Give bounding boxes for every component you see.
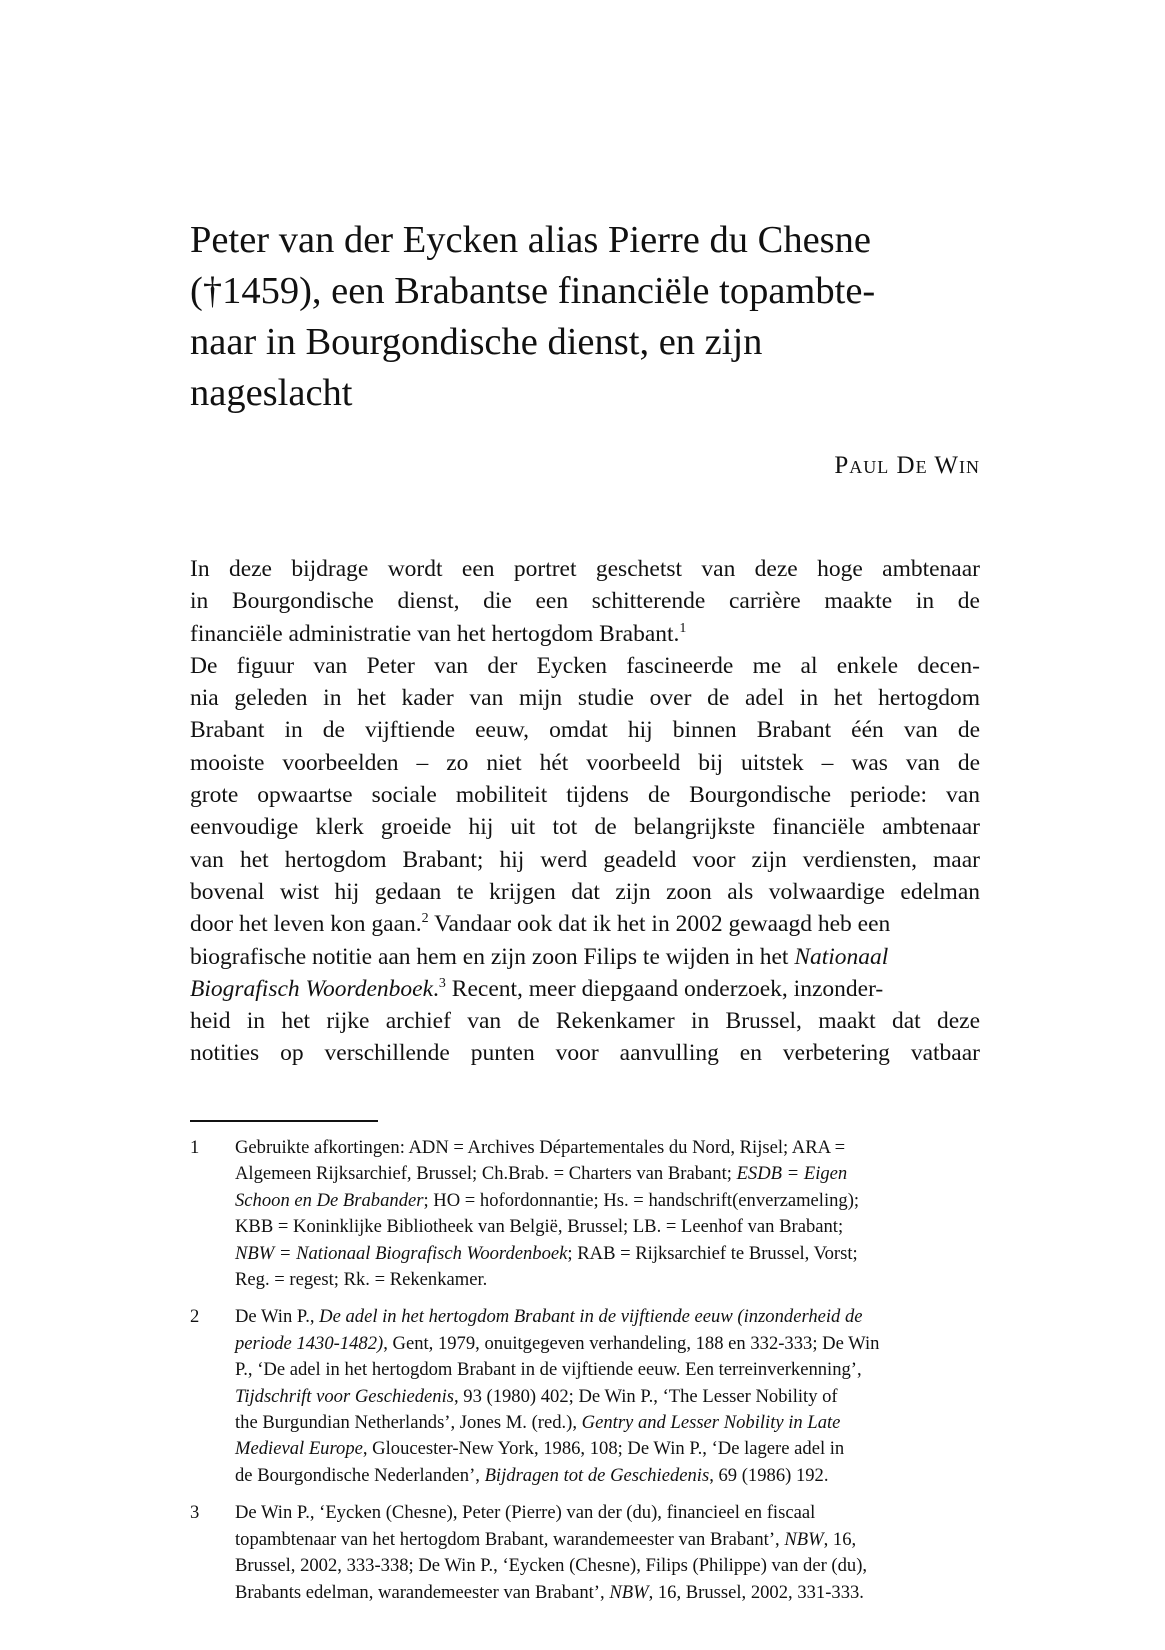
body-text-span: door het leven kon gaan.	[190, 911, 422, 938]
footnote-ref[interactable]: 1	[679, 620, 687, 636]
title-line: (†1459), een Brabantse financiële topambte-	[190, 270, 876, 312]
footnote-line	[235, 1580, 980, 1606]
body-line	[190, 908, 980, 940]
article-title	[190, 215, 970, 419]
footnote-text-span: ; RAB = Rijksarchief te Brussel, Vorst;	[567, 1242, 858, 1264]
footnote-text-span: de Bourgondische Nederlanden’,	[235, 1464, 485, 1486]
author-name: Paul De Win	[834, 452, 980, 479]
footnote-line	[235, 1161, 980, 1187]
body-line: eenvoudige klerk groeide hij uit tot de belangrijkste financiële ambtenaar	[190, 814, 980, 841]
body-italic-span: Nationaal	[794, 943, 889, 970]
footnote-line	[235, 1463, 980, 1489]
footnote-2	[190, 1304, 980, 1489]
footnote-text-span: , 16,	[823, 1528, 857, 1550]
footnote-italic-span: Tijdschrift voor Geschiedenis	[235, 1385, 454, 1407]
body-line	[190, 941, 980, 973]
body-text-span: .	[433, 975, 439, 1002]
title-line: naar in Bourgondische dienst, en zijn	[190, 321, 763, 363]
body-line: in Bourgondische dienst, die een schitterende carrière maakte in de	[190, 588, 980, 615]
footnote-text-span: De Win P.,	[235, 1306, 320, 1328]
footnote-line: Brussel, 2002, 333-338; De Win P., ‘Eycken (Chesne), Filips (Philippe) van der (du),	[235, 1555, 868, 1577]
body-text-span: financiële administratie van het hertogdom Brabant.	[190, 620, 680, 647]
footnote-italic-span: Gentry and Lesser Nobility in Late	[581, 1412, 841, 1434]
footnote-text-span: topambtenaar van het hertogdom Brabant, warandemeester van Brabant’,	[235, 1528, 785, 1550]
footnote-line: P., ‘De adel in het hertogdom Brabant in de vijftiende eeuw. Een terreinverkenning’,	[235, 1359, 862, 1381]
footnote-1	[190, 1135, 980, 1293]
footnote-number: 2	[190, 1306, 200, 1328]
footnote-number: 1	[190, 1137, 200, 1158]
body-text	[190, 553, 980, 1070]
footnote-ref[interactable]: 2	[421, 911, 429, 927]
body-italic-span: Biografisch Woordenboek	[190, 975, 434, 1002]
footnote-italic-span: Bijdragen tot de Geschiedenis	[484, 1464, 710, 1486]
footnote-text-span: , 16, Brussel, 2002, 331-333.	[648, 1581, 864, 1603]
footnote-line: KBB = Koninklijke Bibliotheek van België, Brussel; LB. = Leenhof van Brabant;	[235, 1216, 844, 1238]
footnote-line	[235, 1331, 980, 1357]
footnote-line	[235, 1436, 980, 1462]
body-line: van het hertogdom Brabant; hij werd geadeld voor zijn verdiensten, maar	[190, 846, 980, 873]
body-text-span: Recent, meer diepgaand onderzoek, inzonder-	[445, 975, 884, 1002]
footnote-text-span: , Gloucester-New York, 1986, 108; De Win P., ‘De lagere adel in	[362, 1438, 845, 1460]
footnote-text-span: , Gent, 1979, onuitgegeven verhandeling, 188 en 332-333; De Win	[383, 1332, 880, 1354]
footnotes	[190, 1135, 980, 1617]
footnote-italic-span: Schoon en De Brabander	[235, 1189, 424, 1211]
footnote-line: De Win P., ‘Eycken (Chesne), Peter (Pierre) van der (du), financieel en fiscaal	[235, 1502, 816, 1524]
footnote-number: 3	[190, 1502, 200, 1524]
body-line	[190, 973, 980, 1005]
body-line: Brabant in de vijftiende eeuw, omdat hij binnen Brabant één van de	[190, 717, 980, 744]
footnote-italic-span: NBW	[784, 1528, 824, 1550]
body-line: nia geleden in het kader van mijn studie over de adel in het hertogdom	[190, 685, 980, 712]
body-line: notities op verschillende punten voor aanvulling en verbetering vatbaar	[190, 1040, 980, 1067]
body-line	[190, 618, 980, 650]
footnote-line	[235, 1410, 980, 1436]
body-text-span: biografische notitie aan hem en zijn zoon Filips te wijden in het	[190, 943, 795, 970]
footnote-text-span: Algemeen Rijksarchief, Brussel; Ch.Brab. = Charters van Brabant;	[235, 1163, 737, 1185]
footnote-text-span: , 69 (1986) 192.	[709, 1464, 829, 1486]
footnote-italic-span: NBW	[609, 1581, 649, 1603]
footnote-italic-span: periode 1430-1482)	[235, 1332, 384, 1354]
title-line: nageslacht	[190, 372, 353, 414]
footnote-line: Reg. = regest; Rk. = Rekenkamer.	[235, 1269, 488, 1291]
footnote-text-span: Brabants edelman, warandemeester van Brabant’,	[235, 1581, 610, 1603]
footnote-3	[190, 1500, 980, 1606]
body-line: heid in het rijke archief van de Rekenkamer in Brussel, maakt dat deze	[190, 1008, 980, 1035]
body-line: bovenal wist hij gedaan te krijgen dat zijn zoon als volwaardige edelman	[190, 878, 980, 905]
footnote-italic-span: Medieval Europe	[235, 1438, 363, 1460]
footnote-italic-span: NBW = Nationaal Biografisch Woordenboek	[235, 1242, 568, 1264]
footnote-separator	[190, 1120, 378, 1122]
footnote-italic-span: De adel in het hertogdom Brabant in de vijftiende eeuw (inzonderheid de	[319, 1306, 863, 1328]
body-line: In deze bijdrage wordt een portret geschetst van deze hoge ambtenaar	[190, 556, 980, 582]
footnote-italic-span: ESDB = Eigen	[736, 1163, 848, 1185]
title-line: Peter van der Eycken alias Pierre du Chesne	[190, 219, 871, 261]
footnote-line: Gebruikte afkortingen: ADN = Archives Départementales du Nord, Rijsel; ARA =	[235, 1137, 846, 1158]
footnote-text-span: , 93 (1980) 402; De Win P., ‘The Lesser Nobility of	[453, 1385, 838, 1407]
footnote-line	[235, 1304, 980, 1330]
body-text-span: Vandaar ook dat ik het in 2002 gewaagd heb een	[428, 911, 891, 938]
footnote-line	[235, 1384, 980, 1410]
footnote-text-span: ; HO = hofordonnantie; Hs. = handschrift(enverzameling);	[423, 1189, 860, 1211]
footnote-line	[235, 1188, 980, 1214]
body-line: mooiste voorbeelden – zo niet hét voorbeeld bij uitstek – was van de	[190, 749, 980, 776]
body-line: grote opwaartse sociale mobiliteit tijdens de Bourgondische periode: van	[190, 782, 980, 809]
body-line: De figuur van Peter van der Eycken fascineerde me al enkele decen-	[190, 652, 980, 679]
footnote-line	[235, 1527, 980, 1553]
footnote-line	[235, 1241, 980, 1267]
footnote-text-span: the Burgundian Netherlands’, Jones M. (red.),	[235, 1412, 582, 1434]
footnote-ref[interactable]: 3	[438, 975, 446, 991]
